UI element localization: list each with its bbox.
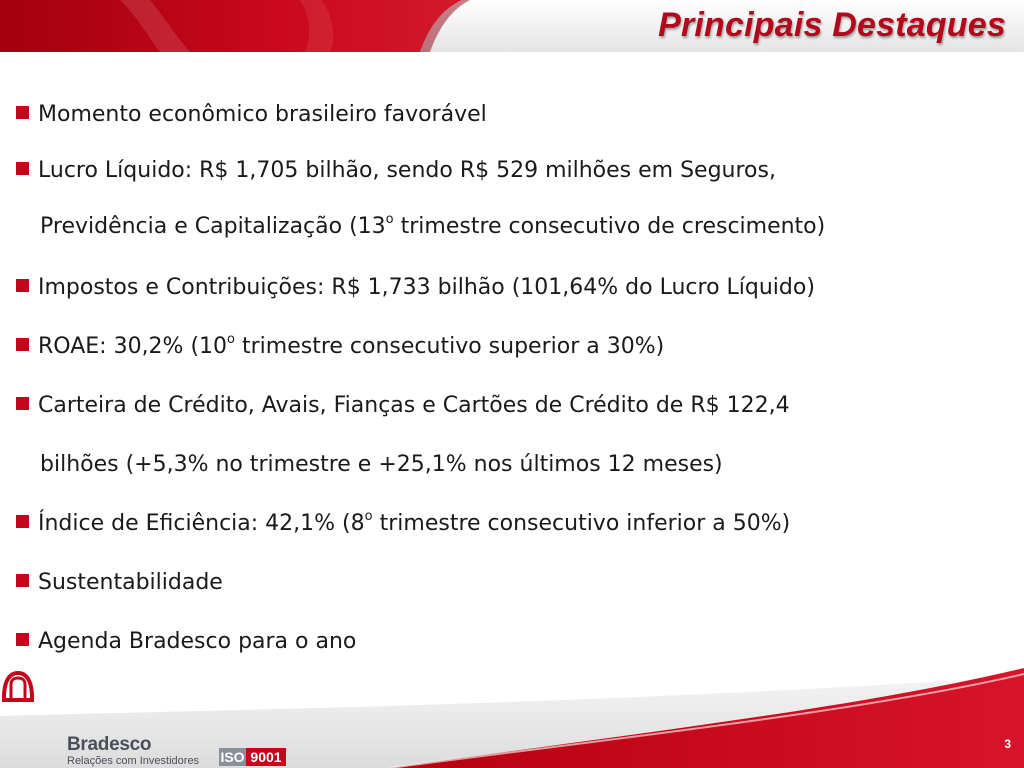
bullet-square-icon	[16, 279, 29, 292]
bullet-square-icon	[16, 397, 29, 410]
bullet-square-icon	[16, 106, 29, 119]
footer-swoosh	[0, 668, 1024, 768]
bullet-square-icon	[16, 574, 29, 587]
slide-header	[0, 0, 1024, 52]
list-item: Agenda Bradesco para o ano	[16, 627, 356, 657]
iso-badge	[219, 748, 286, 766]
bullet-square-icon	[16, 515, 29, 528]
list-item: Carteira de Crédito, Avais, Fianças e Cartões de Crédito de R$ 122,4	[16, 391, 790, 421]
page-title: Principais Destaques	[658, 6, 1006, 44]
list-item-continuation: Previdência e Capitalização (13$^o$ trimestre consecutivo de crescimento)	[40, 212, 826, 239]
list-item: Impostos e Contribuições: R$ 1,733 bilhão (101,64% do Lucro Líquido)	[16, 273, 815, 303]
list-item: Índice de Eficiência: 42,1% (8$^o$ trimestre consecutivo inferior a 50%)	[16, 509, 790, 539]
bradesco-logo-icon	[0, 668, 36, 704]
brand-subtitle: Relações com Investidores	[67, 755, 200, 767]
iso-number: 9001	[246, 748, 286, 766]
slide-footer	[0, 668, 1024, 768]
list-item: Lucro Líquido: R$ 1,705 bilhão, sendo R$ 529 milhões em Seguros,	[16, 156, 776, 186]
bullet-square-icon	[16, 633, 29, 646]
list-item-continuation: bilhões (+5,3% no trimestre e +25,1% nos últimos 12 meses)	[40, 452, 723, 477]
bullet-square-icon	[16, 162, 29, 175]
bullet-square-icon	[16, 338, 29, 351]
list-item: Sustentabilidade	[16, 568, 223, 598]
iso-label: ISO	[220, 749, 245, 765]
list-item: Momento econômico brasileiro favorável	[16, 100, 487, 130]
brand-name: Bradesco	[67, 734, 152, 755]
page-number: 3	[1004, 737, 1011, 751]
list-item: ROAE: 30,2% (10$^o$ trimestre consecutivo superior a 30%)	[16, 332, 664, 362]
